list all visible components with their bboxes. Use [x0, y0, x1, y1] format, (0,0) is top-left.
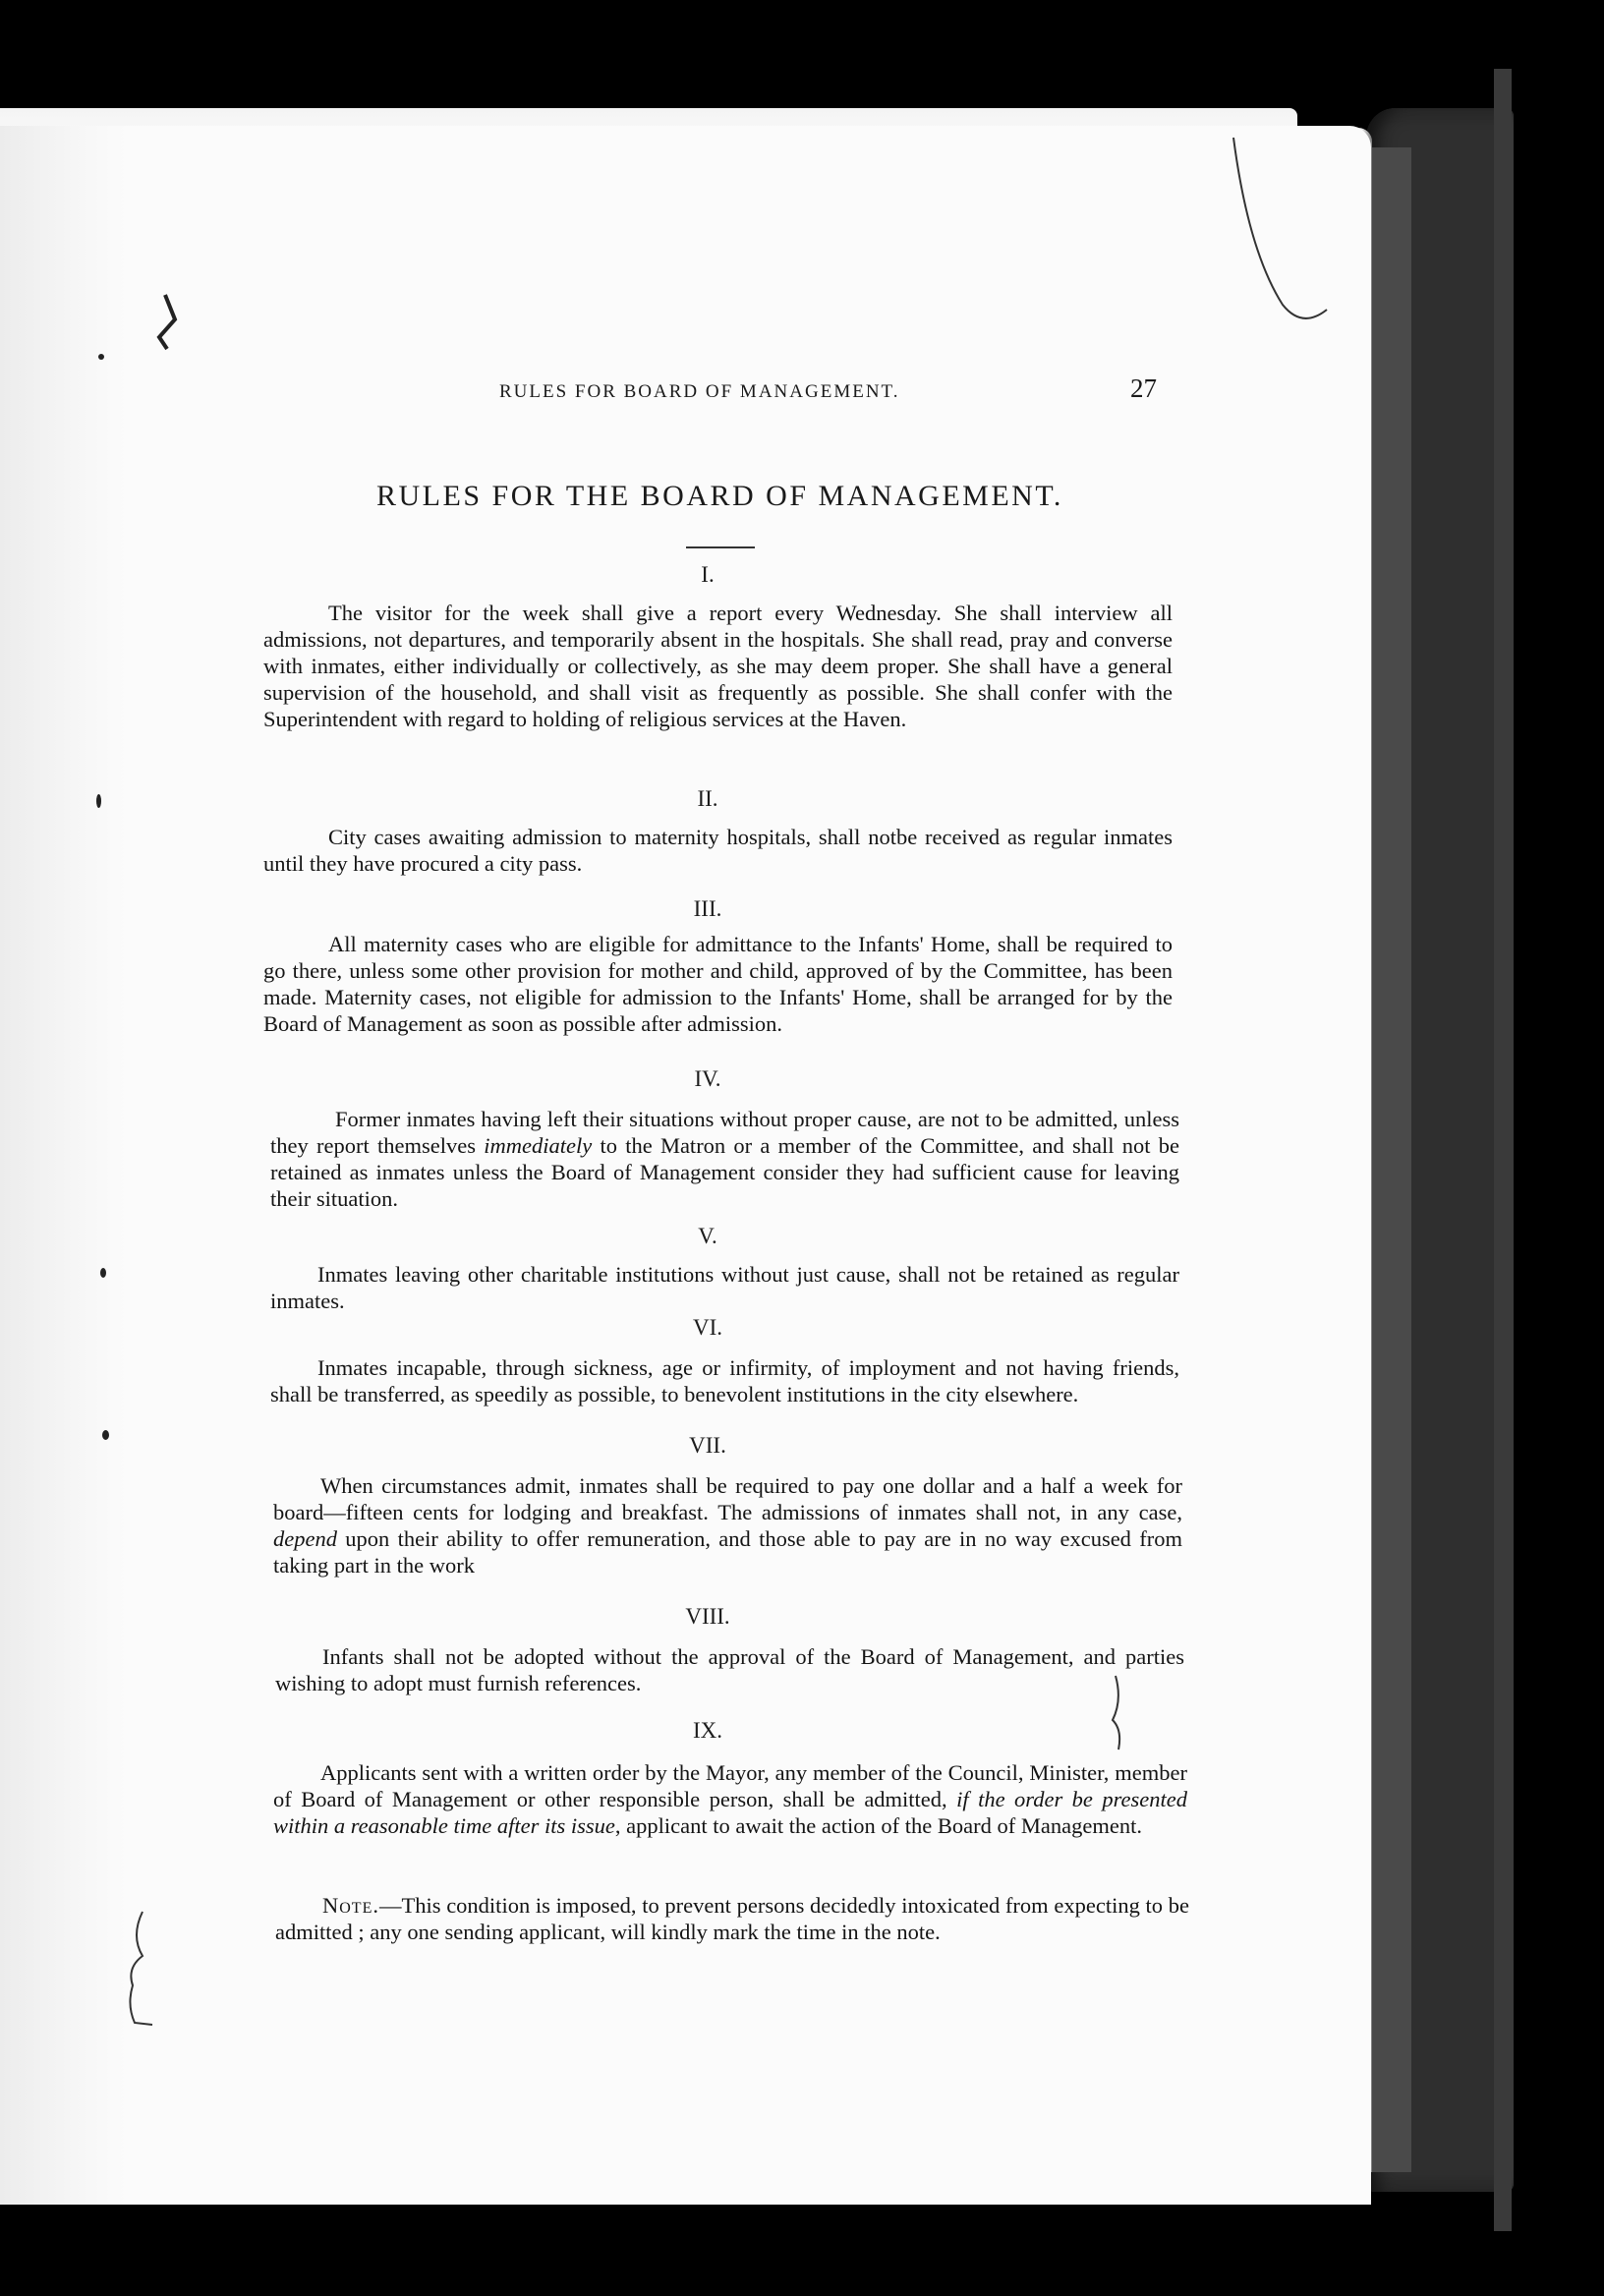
rule-text-italic: immediately	[484, 1133, 593, 1158]
rule-numeral: II.	[697, 786, 718, 811]
scan-speck	[98, 354, 104, 360]
page-number: 27	[1130, 373, 1157, 403]
scan-speck	[96, 794, 101, 808]
note-paragraph	[275, 1892, 1189, 1945]
note-label: Note.	[322, 1893, 379, 1918]
rule-numeral: VIII.	[685, 1604, 730, 1629]
scan-speck	[102, 1430, 109, 1440]
rule-numeral: VII.	[689, 1433, 726, 1458]
rule-text: The visitor for the week shall give a report every Wednesday. She shall interview all admissions, not departures, and temporarily absent in the hospitals. She shall read, pray and converse with inmates, either individually or collectively, as she may deem proper. She shall have a general supervision of the household, and shall visit as frequently as possible. She shall confer with the Superintendent with regard to holding of religious services at the Haven.	[263, 601, 1173, 731]
rule-text: Inmates leaving other charitable institutions without just cause, shall not be retained as regular inmates.	[270, 1262, 1179, 1313]
rule-numeral: V.	[698, 1224, 717, 1248]
rule-text	[273, 1472, 1182, 1578]
rule-text-italic: if the order be presented within a reasonable time after its issue	[273, 1787, 1188, 1838]
book-cover-outer-edge	[1494, 69, 1512, 2231]
rule-numeral: I.	[701, 562, 715, 587]
pencil-scribble-top-left	[147, 290, 187, 359]
rule-numeral: VI.	[692, 1315, 723, 1340]
rule-text: Inmates incapable, through sickness, age or infirmity, of imployment and not having friends, shall be transferred, as speedily as possible, to benevolent institutions in the city elsewhere.	[270, 1355, 1179, 1406]
rule-text: City cases awaiting admission to maternity hospitals, shall notbe received as regular inmates until they have procured a city pass.	[263, 825, 1173, 876]
note-text: —This condition is imposed, to prevent persons decidedly intoxicated from expecting to be admitted ; any one sending applicant, will kindly mark the time in the note.	[275, 1893, 1189, 1944]
rule-text-part: When circumstances admit, inmates shall be required to pay one dollar and a half a week for board—fifteen cents for lodging and breakfast. The admissions of inmates shall not, in any case,	[273, 1473, 1182, 1524]
bracket-mark-left	[123, 1907, 162, 2035]
page-gutter	[0, 126, 128, 2205]
rule-text	[273, 1759, 1187, 1839]
title-divider	[686, 546, 755, 548]
rule-text-part: , applicant to await the action of the Board of Management.	[614, 1813, 1142, 1838]
scan-speck	[100, 1268, 106, 1278]
page-corner-crease	[1224, 133, 1332, 329]
rule-text-part: upon their ability to offer remuneration, and those able to pay are in no way excused from taking part in the work	[273, 1526, 1182, 1578]
rule-text: Infants shall not be adopted without the approval of the Board of Management, and parties wishing to adopt must furnish references.	[275, 1644, 1184, 1695]
rule-text-italic: depend	[273, 1526, 337, 1551]
rule-text: All maternity cases who are eligible for admittance to the Infants' Home, shall be required to go there, unless some other provision for mother and child, approved of by the Committee, has been made. Maternity cases, not eligible for admission to the Infants' Home, shall be arranged for by the Board of Management as soon as possible after admission.	[263, 932, 1173, 1036]
page-title: RULES FOR THE BOARD OF MANAGEMENT.	[376, 480, 1063, 512]
rule-numeral: IV.	[694, 1066, 721, 1091]
running-head: RULES FOR BOARD OF MANAGEMENT.	[499, 381, 900, 402]
rule-numeral: IX.	[692, 1718, 723, 1743]
rule-text-part: Applicants sent with a written order by the Mayor, any member of the Council, Minister, member of Board of Management or other responsible person, shall be admitted,	[273, 1760, 1187, 1811]
rule-text-part: Former inmates having left their situations without proper cause, are not to be admitted, unless they report themselves	[270, 1107, 1179, 1158]
book-cover-inner-edge	[1372, 147, 1411, 2172]
rule-numeral: III.	[693, 896, 722, 921]
rule-text-part: to the Matron or a member of the Committee, and shall not be retained as inmates unless the Board of Management consider they had sufficient cause for leaving their situation.	[270, 1133, 1179, 1211]
rule-text	[270, 1106, 1179, 1212]
